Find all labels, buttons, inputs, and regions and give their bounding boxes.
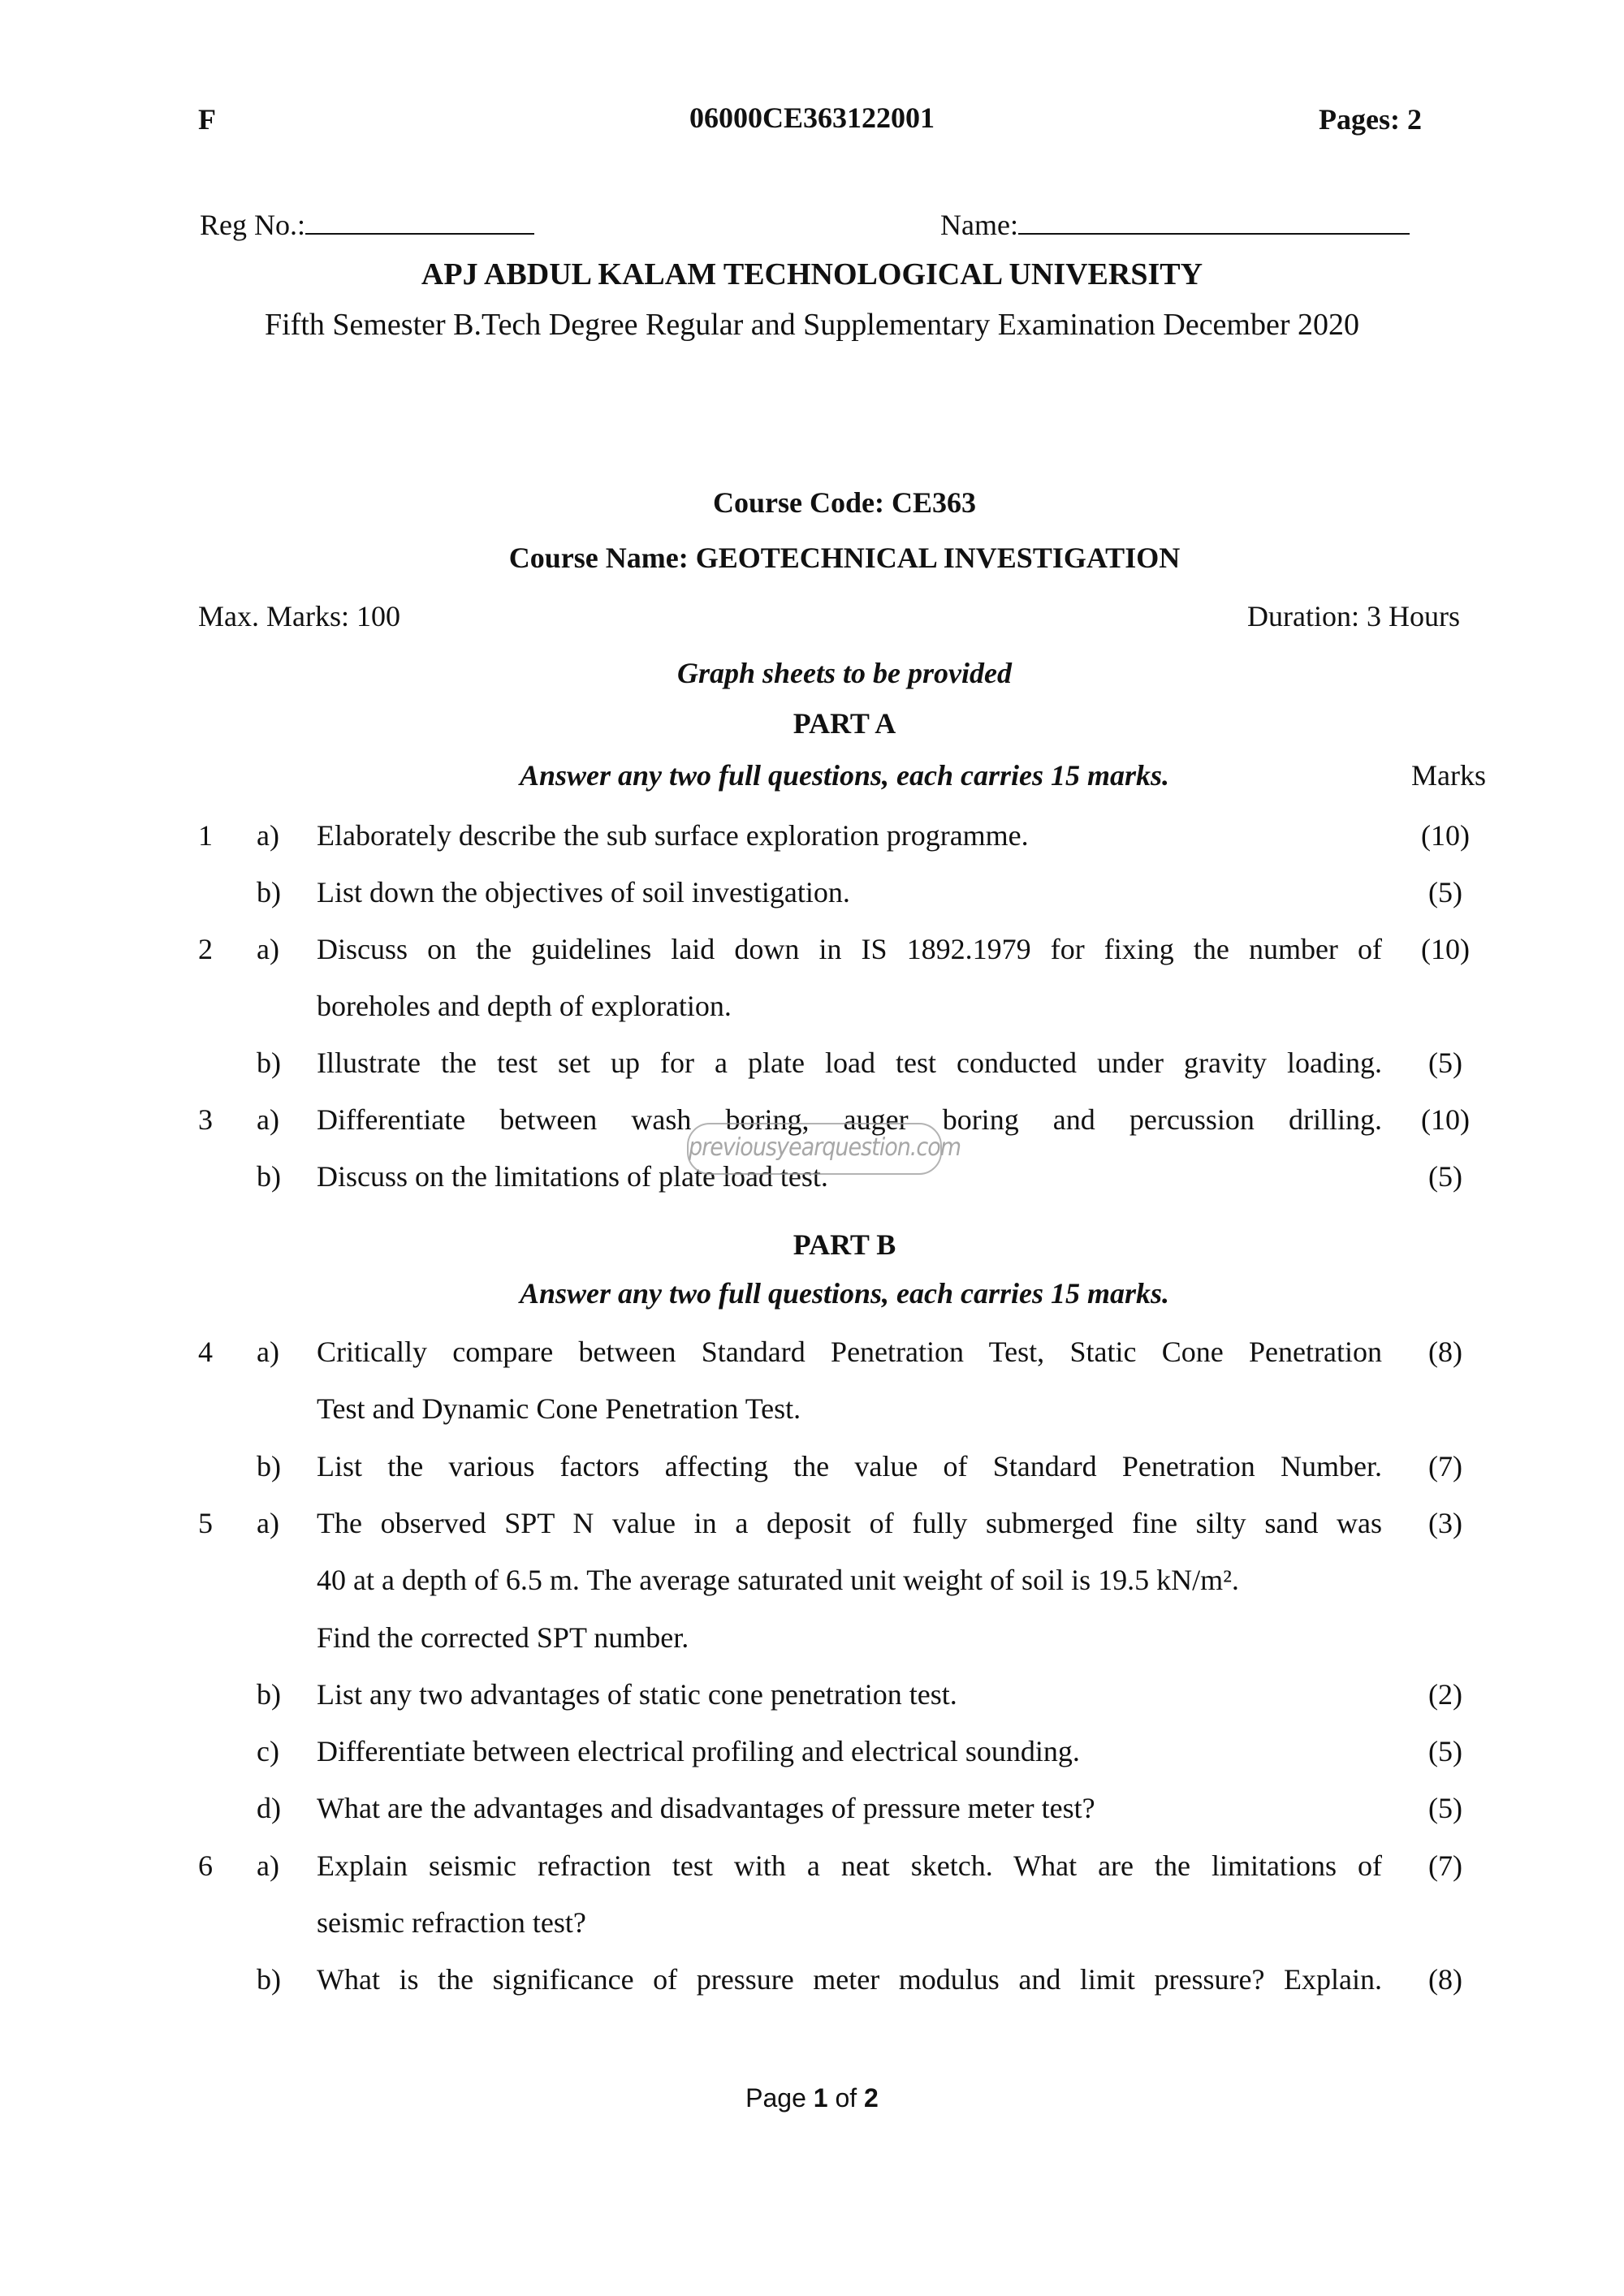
question-marks: (2) [1428, 1677, 1462, 1711]
name-field [940, 208, 1410, 242]
question-number: 5 [198, 1506, 213, 1539]
question-row [0, 1563, 1624, 1620]
question-marks: (8) [1428, 1963, 1462, 1996]
question-text: boreholes and depth of exploration. [317, 990, 732, 1022]
footer-of-word: of [835, 2083, 857, 2113]
max-marks: Max. Marks: 100 [198, 600, 400, 632]
question-subpart: a) [257, 1103, 279, 1136]
question-marks: (3) [1428, 1506, 1462, 1539]
question-row [0, 1621, 1624, 1677]
name-label: Name: [940, 209, 1018, 241]
question-marks: (5) [1428, 1792, 1462, 1825]
question-text: Differentiate between wash boring, auger boring and percussion drilling. [317, 1103, 1382, 1136]
exam-note: Graph sheets to be provided [677, 657, 1012, 689]
question-text: What are the advantages and disadvantages of pressure meter test? [317, 1792, 1095, 1825]
question-text: Critically compare between Standard Penetration Test, Static Cone Penetration [317, 1336, 1382, 1368]
footer-current-page: 1 [813, 2083, 828, 2113]
question-row [0, 1905, 1624, 1962]
question-marks: (5) [1428, 1735, 1462, 1768]
question-row [0, 1962, 1624, 2019]
question-number: 3 [198, 1103, 213, 1136]
question-subpart: d) [257, 1792, 281, 1825]
question-subpart: b) [257, 1047, 281, 1079]
question-text: Elaborately describe the sub surface exploration programme. [317, 819, 1029, 852]
course-name: Course Name: GEOTECHNICAL INVESTIGATION [508, 542, 1181, 574]
question-subpart: b) [257, 876, 281, 908]
question-marks: (5) [1428, 876, 1462, 908]
question-subpart: a) [257, 1336, 279, 1368]
question-subpart: b) [257, 1160, 281, 1193]
question-marks: (10) [1421, 933, 1470, 965]
question-subpart: c) [257, 1735, 279, 1768]
part-a-title: PART A [793, 707, 896, 740]
question-subpart: b) [257, 1449, 281, 1482]
question-number: 1 [198, 819, 213, 852]
question-row [0, 1849, 1624, 1905]
university-name: APJ ABDUL KALAM TECHNOLOGICAL UNIVERSITY [421, 257, 1203, 291]
question-number: 6 [198, 1849, 213, 1882]
question-subpart: a) [257, 1849, 279, 1882]
footer-total-pages: 2 [864, 2083, 879, 2113]
question-row [0, 1335, 1624, 1392]
question-number: 2 [198, 933, 213, 965]
question-marks: (10) [1421, 1103, 1470, 1136]
page-footer [0, 2083, 1624, 2113]
question-marks: (5) [1428, 1160, 1462, 1193]
question-marks: (5) [1428, 1047, 1462, 1079]
question-text: Discuss on the limitations of plate load test. [317, 1160, 828, 1193]
question-row [0, 818, 1624, 875]
question-marks: (7) [1428, 1449, 1462, 1482]
watermark: previousyearquestion.com [687, 1123, 942, 1175]
question-subpart: b) [257, 1963, 281, 1996]
question-marks: (10) [1421, 819, 1470, 852]
question-text: seismic refraction test? [317, 1906, 586, 1939]
duration: Duration: 3 Hours [1247, 600, 1460, 632]
question-subpart: a) [257, 819, 279, 852]
question-text: Illustrate the test set up for a plate load test conducted under gravity loading. [317, 1047, 1382, 1079]
question-text: The observed SPT N value in a deposit of fully submerged fine silty sand was [317, 1506, 1382, 1539]
part-a-instruction: Answer any two full questions, each carries 15 marks. [519, 759, 1170, 792]
question-text: List down the objectives of soil investigation. [317, 876, 850, 908]
exam-title: Fifth Semester B.Tech Degree Regular and Supplementary Examination December 2020 [264, 308, 1360, 342]
question-row [0, 875, 1624, 932]
question-row [0, 1677, 1624, 1734]
question-text: List any two advantages of static cone penetration test. [317, 1677, 957, 1711]
question-row [0, 989, 1624, 1046]
question-row [0, 1392, 1624, 1448]
reg-no-label: Reg No.: [200, 209, 305, 241]
question-subpart: a) [257, 933, 279, 965]
question-marks: (7) [1428, 1849, 1462, 1882]
part-b-title: PART B [793, 1228, 896, 1261]
page-count: Pages: 2 [1319, 103, 1422, 136]
set-label: F [198, 103, 216, 136]
paper-code: 06000CE363122001 [689, 101, 935, 134]
question-number: 4 [198, 1336, 213, 1368]
question-subpart: a) [257, 1506, 279, 1539]
question-text: 40 at a depth of 6.5 m. The average saturated unit weight of soil is 19.5 kN/m². [317, 1564, 1239, 1597]
question-text: Test and Dynamic Cone Penetration Test. [317, 1392, 801, 1426]
part-b-instruction: Answer any two full questions, each carries 15 marks. [519, 1277, 1170, 1310]
question-text: Differentiate between electrical profiling and electrical sounding. [317, 1735, 1080, 1768]
question-text: Discuss on the guidelines laid down in IS 1892.1979 for fixing the number of [317, 933, 1382, 965]
question-row [0, 1046, 1624, 1103]
course-code: Course Code: CE363 [713, 486, 976, 519]
name-blank [1018, 209, 1410, 235]
question-text: Find the corrected SPT number. [317, 1621, 689, 1654]
question-row [0, 1449, 1624, 1506]
question-row [0, 1734, 1624, 1791]
question-row [0, 1506, 1624, 1563]
question-row [0, 1791, 1624, 1848]
question-row [0, 932, 1624, 989]
marks-column-header: Marks [1411, 759, 1486, 792]
question-text: What is the significance of pressure meter modulus and limit pressure? Explain. [317, 1963, 1382, 1996]
question-text: Explain seismic refraction test with a neat sketch. What are the limitations of [317, 1849, 1382, 1882]
question-marks: (8) [1428, 1336, 1462, 1368]
reg-no-field [200, 208, 534, 242]
question-subpart: b) [257, 1677, 281, 1711]
footer-page-word: Page [745, 2083, 806, 2113]
reg-no-blank [305, 209, 534, 235]
question-text: List the various factors affecting the value of Standard Penetration Number. [317, 1449, 1382, 1482]
